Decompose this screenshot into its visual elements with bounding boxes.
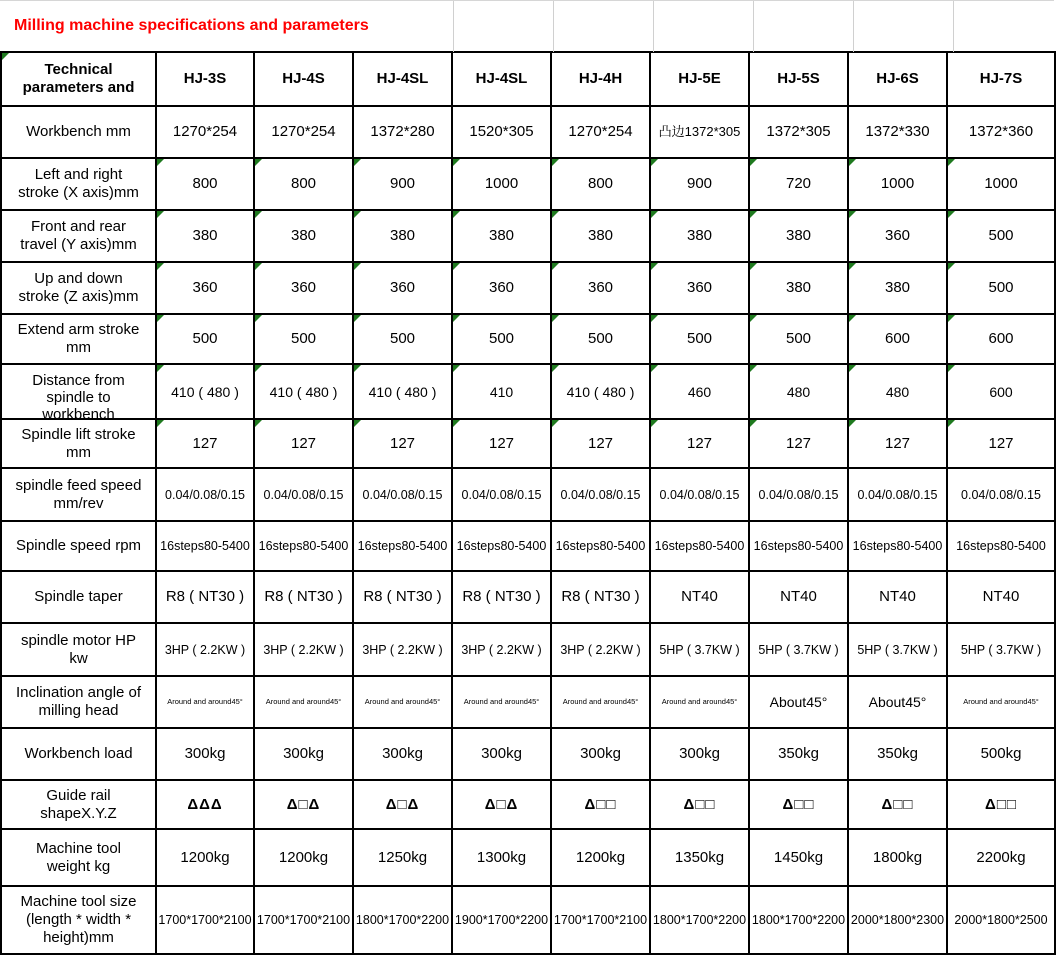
spec-cell[interactable]: 720 (749, 158, 848, 210)
row-label[interactable]: Workbench load (1, 728, 156, 780)
table-row (1, 419, 1055, 468)
spec-cell[interactable]: 410 ( 480 ) (156, 364, 254, 419)
spec-cell[interactable]: 360 (452, 262, 551, 314)
spec-cell[interactable]: 350kg (848, 728, 947, 780)
spec-cell[interactable]: 0.04/0.08/0.15 (452, 468, 551, 521)
table-row (1, 728, 1055, 780)
spec-cell[interactable]: 1270*254 (254, 106, 353, 158)
spec-cell[interactable]: Around and around45° (947, 676, 1055, 728)
spec-cell[interactable]: Around and around45° (650, 676, 749, 728)
spec-cell[interactable]: 127 (650, 419, 749, 468)
spec-cell[interactable]: 800 (551, 158, 650, 210)
spec-cell[interactable]: Δ□□ (749, 780, 848, 829)
table-row (1, 314, 1055, 364)
spec-cell[interactable]: 127 (452, 419, 551, 468)
spec-cell[interactable]: 127 (947, 419, 1055, 468)
column-gridline (753, 1, 754, 52)
spec-cell[interactable]: 500 (749, 314, 848, 364)
spec-cell[interactable]: R8 ( NT30 ) (254, 571, 353, 623)
spec-cell[interactable]: Around and around45° (452, 676, 551, 728)
spec-cell[interactable]: 16steps80-5400 (947, 521, 1055, 571)
spec-cell[interactable]: 600 (947, 314, 1055, 364)
spec-cell[interactable]: 16steps80-5400 (749, 521, 848, 571)
spec-cell[interactable]: 1450kg (749, 829, 848, 886)
row-label[interactable]: Workbench mm (1, 106, 156, 158)
model-header-hj-5e[interactable]: HJ-5E (650, 52, 749, 106)
table-row (1, 780, 1055, 829)
spec-cell[interactable]: 500 (452, 314, 551, 364)
row-label[interactable]: Spindle speed rpm (1, 521, 156, 571)
spec-cell[interactable]: 600 (848, 314, 947, 364)
row-label[interactable]: Extend arm stroke mm (1, 314, 156, 364)
spec-cell[interactable]: 1300kg (452, 829, 551, 886)
spec-cell[interactable]: R8 ( NT30 ) (551, 571, 650, 623)
row-label[interactable]: spindle feed speed mm/rev (1, 468, 156, 521)
spec-cell[interactable]: 3HP ( 2.2KW ) (254, 623, 353, 676)
spec-cell[interactable]: 1000 (848, 158, 947, 210)
spec-cell[interactable]: NT40 (749, 571, 848, 623)
spec-cell[interactable]: Δ□Δ (353, 780, 452, 829)
spec-cell[interactable]: 410 (452, 364, 551, 419)
spec-cell[interactable]: 1200kg (156, 829, 254, 886)
spec-cell[interactable]: 600 (947, 364, 1055, 419)
spec-cell[interactable]: 380 (551, 210, 650, 262)
row-label[interactable]: Up and down stroke (Z axis)mm (1, 262, 156, 314)
spec-cell[interactable]: 500 (650, 314, 749, 364)
spec-cell[interactable]: 1372*360 (947, 106, 1055, 158)
table-row (1, 262, 1055, 314)
spec-cell[interactable]: 380 (353, 210, 452, 262)
spec-cell[interactable]: 480 (749, 364, 848, 419)
spec-cell[interactable]: 500 (947, 210, 1055, 262)
spec-cell[interactable]: 380 (749, 262, 848, 314)
spec-cell[interactable]: 16steps80-5400 (848, 521, 947, 571)
spec-cell[interactable]: 127 (353, 419, 452, 468)
spec-cell[interactable]: 3HP ( 2.2KW ) (452, 623, 551, 676)
column-gridline (453, 1, 454, 52)
spec-cell[interactable]: Δ□□ (551, 780, 650, 829)
spec-cell[interactable]: 2200kg (947, 829, 1055, 886)
spec-cell[interactable]: Δ□□ (650, 780, 749, 829)
spec-cell[interactable]: 360 (353, 262, 452, 314)
spec-cell[interactable]: R8 ( NT30 ) (353, 571, 452, 623)
spec-cell[interactable]: NT40 (947, 571, 1055, 623)
row-label[interactable]: spindle motor HP kw (1, 623, 156, 676)
spec-cell[interactable]: 127 (156, 419, 254, 468)
spec-cell[interactable]: 500 (551, 314, 650, 364)
table-row (1, 623, 1055, 676)
spec-cell[interactable]: 1372*330 (848, 106, 947, 158)
spec-cell[interactable]: 410 ( 480 ) (353, 364, 452, 419)
spec-cell[interactable]: 410 ( 480 ) (254, 364, 353, 419)
spec-cell[interactable]: 1200kg (254, 829, 353, 886)
spec-cell[interactable]: 900 (650, 158, 749, 210)
spec-cell[interactable]: 800 (254, 158, 353, 210)
spec-cell[interactable]: 360 (551, 262, 650, 314)
spec-cell[interactable]: 360 (156, 262, 254, 314)
spec-cell[interactable]: Around and around45° (156, 676, 254, 728)
spec-cell[interactable]: 16steps80-5400 (452, 521, 551, 571)
title-strip (0, 0, 1054, 51)
table-row (1, 210, 1055, 262)
spec-cell[interactable]: 1700*1700*2100 (156, 886, 254, 954)
table-row (1, 571, 1055, 623)
spec-cell[interactable]: 500 (353, 314, 452, 364)
spec-cell[interactable]: 0.04/0.08/0.15 (156, 468, 254, 521)
spec-cell[interactable]: 0.04/0.08/0.15 (650, 468, 749, 521)
row-label[interactable]: Front and rear travel (Y axis)mm (1, 210, 156, 262)
spec-cell[interactable]: 500kg (947, 728, 1055, 780)
spec-cell[interactable]: 380 (848, 262, 947, 314)
model-header-hj-4sl[interactable]: HJ-4SL (452, 52, 551, 106)
spec-cell[interactable]: 0.04/0.08/0.15 (551, 468, 650, 521)
spec-cell[interactable]: Around and around45° (254, 676, 353, 728)
table-row (1, 829, 1055, 886)
spec-cell[interactable]: 900 (353, 158, 452, 210)
spec-cell[interactable]: 380 (452, 210, 551, 262)
row-label[interactable]: Inclination angle of milling head (1, 676, 156, 728)
spec-cell[interactable]: About45° (749, 676, 848, 728)
spec-cell[interactable]: 16steps80-5400 (353, 521, 452, 571)
row-label[interactable]: Machine tool size (length * width * height)mm (1, 886, 156, 954)
column-gridline (953, 1, 954, 52)
spec-cell[interactable]: Δ□Δ (452, 780, 551, 829)
spec-cell[interactable]: 127 (551, 419, 650, 468)
model-header-hj-4s[interactable]: HJ-4S (254, 52, 353, 106)
table-row (1, 676, 1055, 728)
specs-table (0, 51, 1056, 955)
spec-cell[interactable]: 500 (254, 314, 353, 364)
spec-cell[interactable]: 380 (650, 210, 749, 262)
spec-cell[interactable]: 300kg (551, 728, 650, 780)
spec-cell[interactable]: 0.04/0.08/0.15 (848, 468, 947, 521)
table-row (1, 106, 1055, 158)
spec-cell[interactable]: 16steps80-5400 (650, 521, 749, 571)
spec-cell[interactable]: 300kg (254, 728, 353, 780)
model-header-hj-3s[interactable]: HJ-3S (156, 52, 254, 106)
spec-cell[interactable]: 300kg (650, 728, 749, 780)
spec-cell[interactable]: 380 (156, 210, 254, 262)
model-header-hj-4h[interactable]: HJ-4H (551, 52, 650, 106)
spec-cell[interactable]: 1000 (452, 158, 551, 210)
row-label[interactable]: Spindle taper (1, 571, 156, 623)
spec-cell[interactable]: 380 (749, 210, 848, 262)
table-row (1, 886, 1055, 954)
spec-cell[interactable]: 300kg (353, 728, 452, 780)
spec-cell[interactable]: 凸边1372*305 (650, 106, 749, 158)
spec-cell[interactable]: 5HP ( 3.7KW ) (650, 623, 749, 676)
spec-cell[interactable]: 127 (848, 419, 947, 468)
spec-cell[interactable]: 1000 (947, 158, 1055, 210)
spec-cell[interactable]: 1270*254 (156, 106, 254, 158)
spec-cell[interactable]: 360 (254, 262, 353, 314)
spec-cell[interactable]: 1700*1700*2100 (551, 886, 650, 954)
spec-cell[interactable]: 127 (749, 419, 848, 468)
spec-cell[interactable]: ΔΔΔ (156, 780, 254, 829)
spec-cell[interactable]: 2000*1800*2500 (947, 886, 1055, 954)
spec-cell[interactable]: 0.04/0.08/0.15 (947, 468, 1055, 521)
spec-cell[interactable]: 1800*1700*2200 (749, 886, 848, 954)
header-row (1, 52, 1055, 106)
row-label[interactable]: Guide rail shapeX.Y.Z (1, 780, 156, 829)
spec-cell[interactable]: 1372*280 (353, 106, 452, 158)
spec-cell[interactable]: 380 (254, 210, 353, 262)
spec-cell[interactable]: 1700*1700*2100 (254, 886, 353, 954)
spec-cell[interactable]: 3HP ( 2.2KW ) (353, 623, 452, 676)
spec-cell[interactable]: 1800*1700*2200 (650, 886, 749, 954)
spec-cell[interactable]: 0.04/0.08/0.15 (254, 468, 353, 521)
spec-cell[interactable]: 1372*305 (749, 106, 848, 158)
spec-cell[interactable]: Δ□Δ (254, 780, 353, 829)
model-header-hj-6s[interactable]: HJ-6S (848, 52, 947, 106)
spec-cell[interactable]: 127 (254, 419, 353, 468)
spec-cell[interactable]: 16steps80-5400 (551, 521, 650, 571)
table-row (1, 364, 1055, 419)
spec-cell[interactable]: About45° (848, 676, 947, 728)
table-row (1, 468, 1055, 521)
spec-cell[interactable]: 5HP ( 3.7KW ) (947, 623, 1055, 676)
column-gridline (553, 1, 554, 52)
spec-cell[interactable]: NT40 (650, 571, 749, 623)
spec-cell[interactable]: Around and around45° (353, 676, 452, 728)
spec-cell[interactable]: 350kg (749, 728, 848, 780)
spec-cell[interactable]: R8 ( NT30 ) (156, 571, 254, 623)
table-row (1, 158, 1055, 210)
spec-cell[interactable]: Around and around45° (551, 676, 650, 728)
row-label[interactable]: Machine tool weight kg (1, 829, 156, 886)
spec-cell[interactable]: 1200kg (551, 829, 650, 886)
spec-cell[interactable]: 3HP ( 2.2KW ) (551, 623, 650, 676)
spec-cell[interactable]: 16steps80-5400 (156, 521, 254, 571)
column-gridline (853, 1, 854, 52)
model-header-hj-7s[interactable]: HJ-7S (947, 52, 1055, 106)
spec-cell[interactable]: 500 (156, 314, 254, 364)
spec-cell[interactable]: 16steps80-5400 (254, 521, 353, 571)
spec-cell[interactable]: 500 (947, 262, 1055, 314)
spec-cell[interactable]: 410 ( 480 ) (551, 364, 650, 419)
spec-cell[interactable]: Δ□□ (947, 780, 1055, 829)
spec-cell[interactable]: 300kg (156, 728, 254, 780)
spec-cell[interactable]: 5HP ( 3.7KW ) (749, 623, 848, 676)
column-gridline (653, 1, 654, 52)
model-header-hj-4sl[interactable]: HJ-4SL (353, 52, 452, 106)
spec-cell[interactable]: 1270*254 (551, 106, 650, 158)
spec-cell[interactable]: 1800*1700*2200 (353, 886, 452, 954)
spec-cell[interactable]: Δ□□ (848, 780, 947, 829)
spec-cell[interactable]: 2000*1800*2300 (848, 886, 947, 954)
spec-cell[interactable]: 480 (848, 364, 947, 419)
spec-cell[interactable]: 1350kg (650, 829, 749, 886)
spec-cell[interactable]: 1250kg (353, 829, 452, 886)
spec-cell[interactable]: 1900*1700*2200 (452, 886, 551, 954)
spec-cell[interactable]: 460 (650, 364, 749, 419)
spec-cell[interactable]: 1800kg (848, 829, 947, 886)
spec-cell[interactable]: 0.04/0.08/0.15 (353, 468, 452, 521)
model-header-hj-5s[interactable]: HJ-5S (749, 52, 848, 106)
header-parameters-cell[interactable]: Technical parameters and (1, 52, 156, 106)
spec-cell[interactable]: 5HP ( 3.7KW ) (848, 623, 947, 676)
spec-cell[interactable]: R8 ( NT30 ) (452, 571, 551, 623)
spec-cell[interactable]: 0.04/0.08/0.15 (749, 468, 848, 521)
row-label[interactable]: Left and right stroke (X axis)mm (1, 158, 156, 210)
spec-cell[interactable]: 300kg (452, 728, 551, 780)
row-label[interactable]: Distance from spindle to workbench (1, 364, 156, 419)
spec-cell[interactable]: 1520*305 (452, 106, 551, 158)
row-label[interactable]: Spindle lift stroke mm (1, 419, 156, 468)
spec-cell[interactable]: 3HP ( 2.2KW ) (156, 623, 254, 676)
spec-cell[interactable]: 800 (156, 158, 254, 210)
spec-cell[interactable]: NT40 (848, 571, 947, 623)
table-row (1, 521, 1055, 571)
spec-cell[interactable]: 360 (848, 210, 947, 262)
page-title: Milling machine specifications and parameters (14, 17, 369, 34)
spec-cell[interactable]: 360 (650, 262, 749, 314)
